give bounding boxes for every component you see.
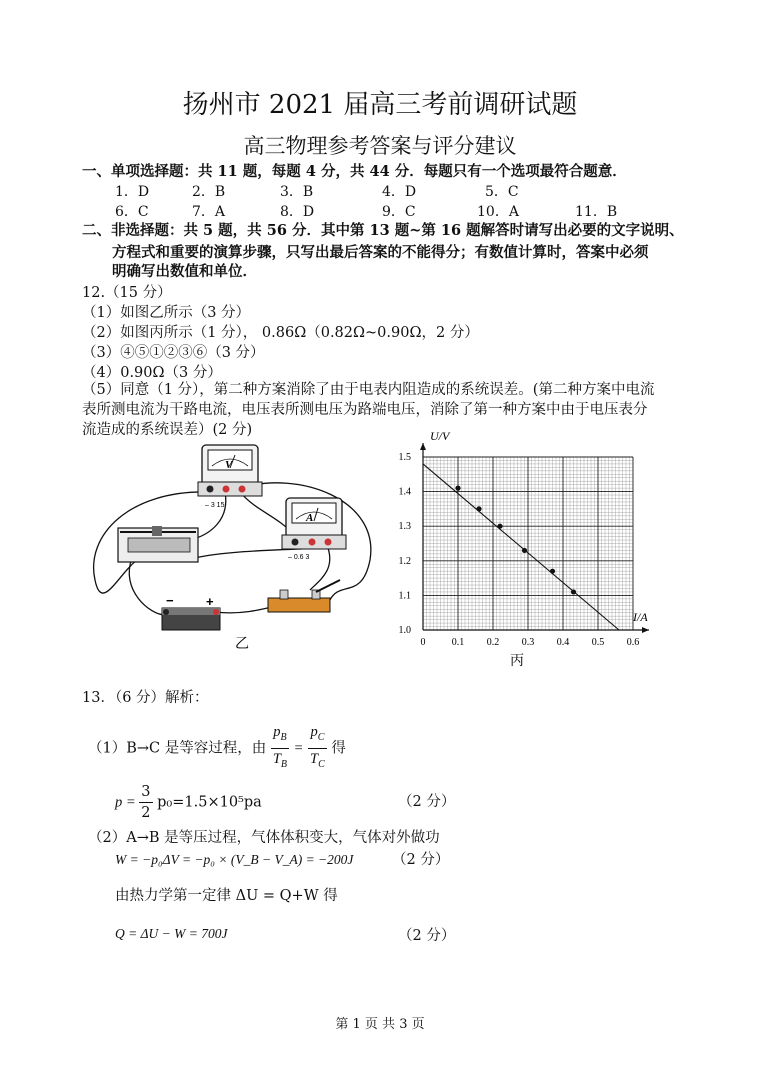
answer-item: 3．B xyxy=(280,184,314,200)
rheostat xyxy=(118,526,198,562)
q13-eq-w: W = −p₀ΔV = −p₀ × (V_B − V_A) = −200J xyxy=(115,852,354,867)
frac-den: 2 xyxy=(141,805,151,821)
answer-item: 8．D xyxy=(280,204,315,220)
x-tick-label: 0.2 xyxy=(486,637,500,648)
var-t: T xyxy=(272,750,281,767)
q13-head: 13．（6 分）解析： xyxy=(82,690,209,706)
battery-minus: − xyxy=(166,593,174,608)
q13-step1-text: （1）B→C 是等容过程，由 xyxy=(88,740,267,757)
circuit-diagram xyxy=(90,440,380,655)
q13-step1-tail: 得 xyxy=(331,740,346,757)
frac-num: 3 xyxy=(139,782,152,803)
q13-eq-p xyxy=(115,782,262,823)
var-p: p xyxy=(310,724,318,740)
figure-yi-caption: 乙 xyxy=(235,636,249,652)
answer-item: 6．C xyxy=(115,204,149,220)
fraction-three-halves xyxy=(139,782,152,823)
figure-bing-caption: 丙 xyxy=(510,653,524,669)
y-axis-arrow xyxy=(420,443,426,450)
q12-part1: （1）如图乙所示（3 分） xyxy=(82,305,251,321)
var-t: T xyxy=(310,750,319,767)
x-axis-arrow xyxy=(642,627,649,633)
sub-c: C xyxy=(318,758,325,770)
wire xyxy=(310,548,330,590)
sub-b: B xyxy=(280,758,288,770)
y-axis-label: U/V xyxy=(430,429,450,443)
q12-head: 12.（15 分） xyxy=(82,285,172,301)
q13-step1 xyxy=(88,722,346,775)
x-tick-label: 0.3 xyxy=(521,637,535,648)
q13-step3: 由热力学第一定律 ΔU = Q+W 得 xyxy=(115,888,338,904)
eq-p-rhs: p₀=1.5×10⁵pa xyxy=(157,794,262,811)
battery xyxy=(162,608,220,630)
x-axis-label: I/A xyxy=(633,610,648,624)
answer-item: 9．C xyxy=(382,204,416,220)
q12-part3: （3）④⑤①②③⑥（3 分） xyxy=(82,345,265,361)
x-tick-label: 0.4 xyxy=(556,637,570,648)
answer-item: 4．D xyxy=(382,184,417,200)
section2-heading: 二、非选择题：共 5 题，共 56 分．其中第 13 题~第 16 题解答时请写出必要的文字说明、 xyxy=(82,222,684,239)
q12-part4: （4）0.90Ω（3 分） xyxy=(82,365,222,381)
data-point xyxy=(455,486,460,491)
answer-item: 7．A xyxy=(192,204,226,220)
ammeter-label: A xyxy=(306,512,314,524)
wire xyxy=(129,558,165,615)
score: （2 分） xyxy=(398,794,456,810)
data-point xyxy=(497,524,502,529)
ammeter xyxy=(282,498,346,549)
q12-part5-cont: 表所测电流为干路电流，电压表所测电压为路端电压，消除了第一种方案中由于电压表分 xyxy=(82,402,648,418)
section2-heading-cont: 方程式和重要的演算步骤，只写出最后答案的不能得分；有数值计算时，答案中必须 xyxy=(112,244,649,261)
score: （2 分） xyxy=(392,852,450,868)
ui-chart xyxy=(385,425,660,675)
x-tick-label: 0 xyxy=(420,637,426,648)
answer-item: 11．B xyxy=(575,204,618,220)
voltmeter-label: V xyxy=(225,459,233,471)
y-tick-label: 1.0 xyxy=(398,625,411,636)
page-footer: 第 1 页 共 3 页 xyxy=(335,1017,425,1032)
var-p: p xyxy=(273,724,281,740)
x-tick-label: 0.6 xyxy=(626,637,640,648)
voltmeter-terminals: – 3 15 xyxy=(205,502,225,509)
fraction-pb-tb xyxy=(271,722,289,775)
y-tick-label: 1.2 xyxy=(398,555,411,567)
answer-item: 1．D xyxy=(115,184,150,200)
data-point xyxy=(476,506,481,511)
page-title: 扬州市 2021 届高三考前调研试题 xyxy=(182,90,578,120)
y-tick-label: 1.5 xyxy=(398,452,411,463)
q12-part5: （5）同意（1 分），第二种方案消除了由于电表内阻造成的系统误差。(第二种方案中电流 xyxy=(82,382,655,398)
chart-ticks xyxy=(399,452,640,648)
answer-item: 5．C xyxy=(485,184,519,200)
sub-b: B xyxy=(280,731,287,743)
y-tick-label: 1.3 xyxy=(398,521,411,533)
section2-heading-cont: 明确写出数值和单位． xyxy=(112,263,257,280)
data-point xyxy=(571,589,576,594)
data-point xyxy=(550,569,555,574)
score: （2 分） xyxy=(398,928,456,944)
x-tick-label: 0.1 xyxy=(451,637,465,648)
sub-c: C xyxy=(317,731,325,743)
y-tick-label: 1.1 xyxy=(398,590,411,602)
section1-heading: 一、单项选择题：共 11 题，每题 4 分，共 44 分．每题只有一个选项最符合题意． xyxy=(82,163,627,180)
equals-sign: = xyxy=(293,740,304,757)
switch xyxy=(268,580,340,612)
q12-part2: （2）如图丙所示（1 分）， 0.86Ω（0.82Ω~0.90Ω，2 分） xyxy=(82,325,479,341)
eq-p-lhs: p = xyxy=(115,794,140,811)
fraction-pc-tc xyxy=(308,722,327,775)
ammeter-terminals: – 0.6 3 xyxy=(288,554,310,561)
page-subtitle: 高三物理参考答案与评分建议 xyxy=(243,134,517,158)
answer-item: 2．B xyxy=(192,184,226,200)
battery-plus: + xyxy=(206,594,214,609)
y-tick-label: 1.4 xyxy=(398,486,411,498)
data-point xyxy=(522,548,527,553)
x-tick-label: 0.5 xyxy=(591,637,605,648)
q12-part5-cont: 流造成的系统误差）(2 分) xyxy=(82,422,253,438)
q13-eq-q: Q = ΔU − W = 700J xyxy=(115,926,228,941)
answer-item: 10．A xyxy=(477,204,519,220)
q13-step2: （2）A→B 是等压过程，气体体积变大，气体对外做功 xyxy=(88,830,440,846)
